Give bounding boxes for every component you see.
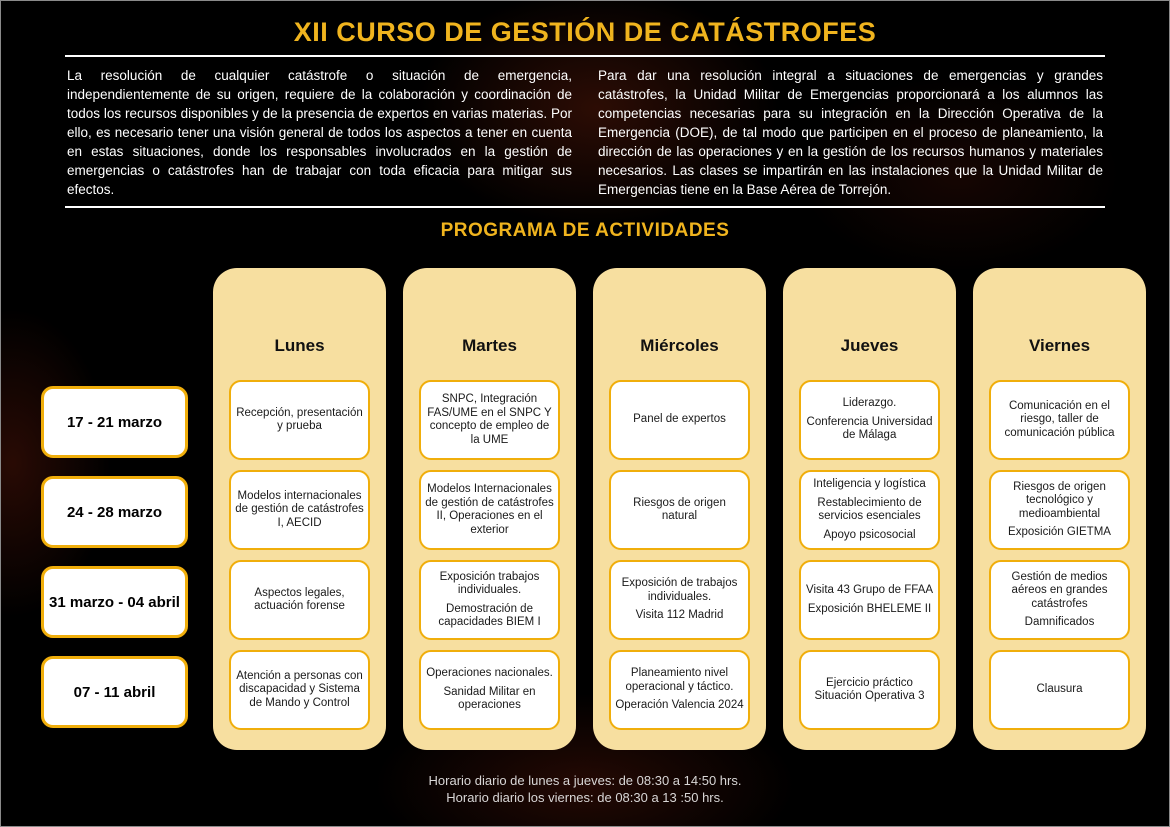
day-cells-lunes — [229, 380, 370, 750]
schedule-cell-text: Ejercicio práctico Situación Operativa 3 — [814, 676, 925, 702]
schedule-cell-text: Apoyo psicosocial — [823, 528, 916, 541]
schedule-cell — [609, 650, 750, 730]
schedule-cell-text: Recepción, presentación y prueba — [236, 406, 363, 432]
schedule-cell-text: Liderazgo. — [842, 397, 897, 410]
intro-section — [67, 66, 1103, 199]
schedule-cell — [419, 380, 560, 460]
divider-top — [65, 55, 1105, 57]
day-column-martes — [403, 268, 576, 750]
schedule-cell-text: Modelos Internacionales de gestión de catástrofes II, Operaciones en el exterior — [425, 483, 554, 536]
day-header-martes: Martes — [462, 336, 517, 355]
schedule-cell — [609, 470, 750, 550]
footer-line-2: Horario diario los viernes: de 08:30 a 13 :50 hrs. — [446, 790, 724, 805]
intro-left-paragraph: La resolución de cualquier catástrofe o situación de emergencia, independientemente de su origen, requiere de la colaboración y coordinación de todos los recursos disponibles y de la presencia de expertos en varias materias. Por ello, es necesario tener una visión general de todos los aspectos a tener en cuenta en estas situaciones, donde los responsables involucrados en la gestión de emergencias o catástrofes han de trabajar con toda eficacia para mitigar sus efectos. — [67, 68, 572, 197]
schedule-cell-text: Exposición trabajos individuales. — [439, 570, 540, 596]
schedule-cell-text: Operaciones nacionales. — [426, 667, 553, 680]
schedule-cell-text: Visita 43 Grupo de FFAA — [806, 584, 933, 596]
schedule-cell — [989, 470, 1130, 550]
schedule-cell — [799, 470, 940, 550]
schedule-cell-text: Comunicación en el riesgo, taller de comunicación pública — [1004, 399, 1115, 439]
schedule-cell — [799, 560, 940, 640]
footer-line-1: Horario diario de lunes a jueves: de 08:30 a 14:50 hrs. — [428, 773, 742, 788]
schedule-cell-text: Riesgos de origen tecnológico y medioambiental — [1013, 480, 1106, 520]
page-title: XII CURSO DE GESTIÓN DE CATÁSTROFES — [293, 17, 877, 47]
day-cells-martes — [419, 380, 560, 750]
schedule-cell — [229, 650, 370, 730]
week-date-label-4: 07 - 11 abril — [41, 656, 188, 728]
schedule-cell — [229, 560, 370, 640]
schedule-cell — [989, 650, 1130, 730]
section-title: PROGRAMA DE ACTIVIDADES — [440, 220, 730, 241]
schedule-cell-text: Gestión de medios aéreos en grandes catástrofes — [1011, 570, 1108, 610]
schedule-cell — [419, 650, 560, 730]
schedule-cell-text: Planeamiento nivel operacional y táctico. — [625, 667, 734, 693]
schedule-cell-text: Restablecimiento de servicios esenciales — [817, 496, 922, 522]
schedule-cell-text: Damnificados — [1024, 616, 1095, 628]
schedule-cell-text: Exposición GIETMA — [1008, 526, 1111, 538]
schedule-cell-text: Atención a personas con discapacidad y Sistema de Mando y Control — [236, 669, 363, 709]
schedule-cell — [419, 470, 560, 550]
schedule-cell-text: Demostración de capacidades BIEM I — [438, 602, 541, 628]
schedule-cell-text: Modelos internacionales de gestión de catástrofes I, AECID — [235, 489, 364, 529]
schedule-cell — [229, 380, 370, 460]
week-dates-column — [41, 268, 188, 750]
footer-schedule-hours — [1, 772, 1169, 806]
schedule-cell — [989, 380, 1130, 460]
day-column-viernes — [973, 268, 1146, 750]
schedule-cell-text: Riesgos de origen natural — [633, 496, 726, 522]
schedule-cell-text: SNPC, Integración FAS/UME en el SNPC Y concepto de empleo de la UME — [427, 393, 552, 446]
day-header-viernes: Viernes — [1028, 336, 1091, 355]
schedule-grid — [41, 268, 1144, 750]
day-cells-jueves — [799, 380, 940, 750]
schedule-cell — [989, 560, 1130, 640]
schedule-cell-text: Panel de expertos — [633, 413, 726, 426]
week-date-label-1: 17 - 21 marzo — [41, 386, 188, 458]
day-column-jueves — [783, 268, 956, 750]
day-header-miercoles: Miércoles — [640, 336, 719, 355]
day-column-miercoles — [593, 268, 766, 750]
intro-right-paragraph: Para dar una resolución integral a situaciones de emergencias y grandes catástrofes, la Unidad Militar de Emergencias proporcionará a los alumnos las competencias necesarias para su integración en la Dirección Operativa de la Emergencia (DOE), de tal modo que participen en el proceso de planeamiento, la dirección de las operaciones y en la gestión de los recursos humanos y materiales necesarios. Las clases se impartirán en las instalaciones que la Unidad Militar de Emergencias tiene en la Base Aérea de Torrejón. — [598, 68, 1103, 197]
schedule-cell — [419, 560, 560, 640]
day-header-lunes: Lunes — [274, 336, 325, 355]
schedule-cell — [799, 650, 940, 730]
day-cells-miercoles — [609, 380, 750, 750]
schedule-cell-text: Exposición de trabajos individuales. — [621, 577, 738, 603]
schedule-cell-text: Exposición BHELEME II — [807, 602, 932, 615]
week-date-label-3: 31 marzo - 04 abril — [41, 566, 188, 638]
dates-column-spacer — [41, 268, 188, 386]
day-column-lunes — [213, 268, 386, 750]
schedule-cell-text: Visita 112 Madrid — [635, 609, 724, 622]
schedule-cell-text: Clausura — [1036, 683, 1083, 696]
schedule-cell-text: Aspectos legales, actuación forense — [254, 586, 345, 612]
week-date-label-2: 24 - 28 marzo — [41, 476, 188, 548]
schedule-cell — [229, 470, 370, 550]
divider-bottom — [65, 206, 1105, 208]
schedule-cell-text: Operación Valencia 2024 — [615, 699, 744, 712]
schedule-cell — [609, 380, 750, 460]
schedule-cell-text: Inteligencia y logística — [813, 478, 926, 490]
schedule-cell — [799, 380, 940, 460]
day-header-jueves: Jueves — [840, 336, 899, 355]
schedule-cell-text: Conferencia Universidad de Málaga — [806, 415, 933, 442]
schedule-cell — [609, 560, 750, 640]
day-cells-viernes — [989, 380, 1130, 750]
schedule-cell-text: Sanidad Militar en operaciones — [443, 685, 536, 712]
